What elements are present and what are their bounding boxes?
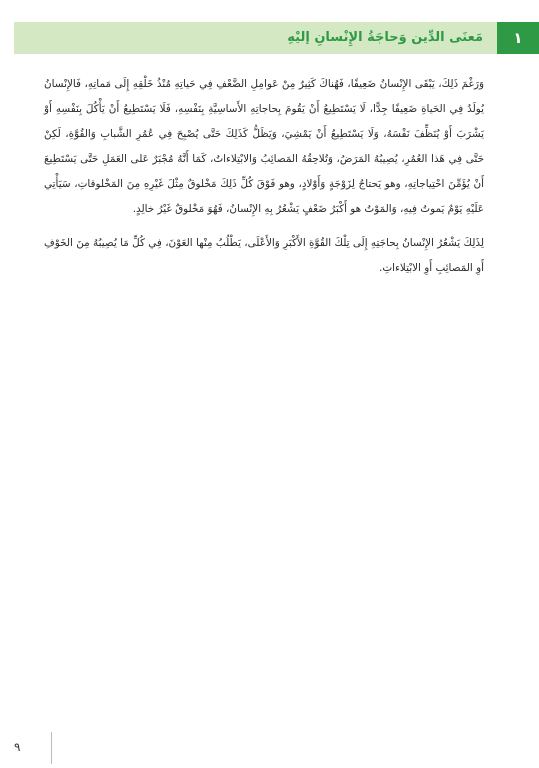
footer-divider: [51, 732, 52, 764]
chapter-number-badge: [497, 22, 539, 54]
page-body: [44, 72, 484, 290]
body-paragraph-2: لِذَلِكَ يَشْعُرُ الإِنْسانُ بِحاجَتِهِ إِلَى تِلْكَ القُوَّةِ الأَكْبَرِ وَالأَعْلَى، يَطْلُبُ مِنْها العَوْنَ، فِي كُلِّ مَا يُصِيبُهُ مِنَ الخَوْفِ أَوِ المَصائِبِ أَوِ الابْتِلاءاتِ.: [44, 237, 484, 274]
chapter-number: ١: [513, 29, 523, 47]
body-paragraph-1: وَرَغْمَ ذَلِكَ، يَبْقَى الإِنْسانُ ضَعِيفًا، فَهُناكَ كَثِيرٌ مِنْ عَوامِلِ الضَّعْفِ فِي حَياتِهِ مُنْذُ خَلْقِهِ إِلَى مَماتِهِ، فَالإِنْسانُ يُولَدُ فِي الحَياةِ ضَعِيفًا جِدًّا، لَا يَسْتَطِيعُ أَنْ يَقُومَ بِحاجاتِهِ الأَساسِيَّةِ بِنَفْسِهِ، فَلَا يَسْتَطِيعُ أَنْ يَأْكُلَ بِنَفْسِهِ أَوْ يَشْرَبَ أَوْ يُنَظِّفَ نَفْسَهُ، وَلَا يَسْتَطِيعُ أَنْ يَمْشِيَ، وَيَظَلُّ كَذَلِكَ حَتَّى يُصْبِحَ فِي عُمُرِ الشَّبابِ وَالقُوَّةِ، لَكِنْ حَتَّى فِي هَذا العُمُرِ، يُصِيبُهُ المَرَضُ، وَتُلاحِقُهُ المَصائِبُ وَالابْتِلاءاتُ، كَمَا أَنَّهُ مُجْبَرٌ عَلى العَمَلِ حَتَّى يَسْتَطِيعَ أَنْ يُؤَمِّنَ احْتِياجاتِهِ، وهو يَحتاجُ لِزَوْجَةٍ وَأَوْلادٍ، وهو فَوْقَ كُلِّ ذَلِكَ مَخْلوقٌ مِثْلَ غَيْرِهِ مِنَ المَخْلوقاتِ، سَيَأْتِي عَلَيْهِ يَوْمٌ يَموتُ فِيهِ، وَالمَوْتُ هو أَكْبَرُ ضَعْفٍ يَشْعُرُ بِهِ الإِنْسانُ، فَهُوَ مَخْلوقٌ غَيْرُ خالِدٍ.: [44, 78, 484, 215]
chapter-header: [14, 22, 539, 54]
chapter-title: مَعنَى الدِّين وَحاجَةُ الإِنْسانِ إليْهِ: [287, 30, 483, 45]
page-number: ٩: [14, 740, 21, 754]
